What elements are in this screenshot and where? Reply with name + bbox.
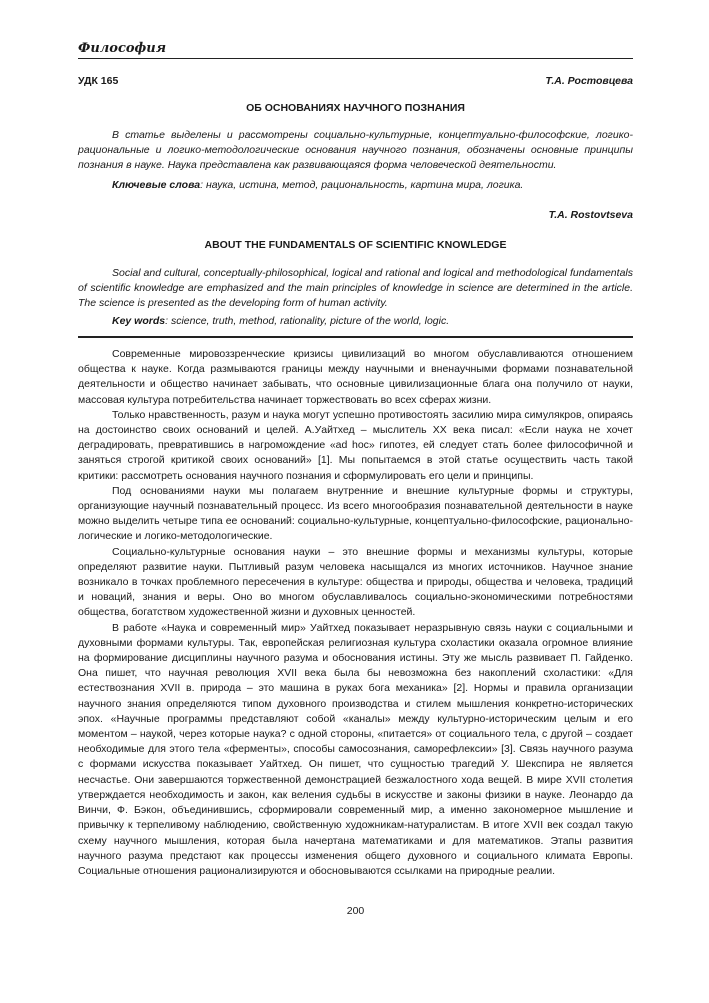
body-paragraph: Социально-культурные основания науки – это внешние формы и механизмы культуры, которые определяют развитие науки. Пытливый разум человека насыщался из многих источников. Научное знание возникало в точках проблемного пересечения в культуре: общества и природы, общества и человека, традиций и новаций, знания и веры. Оно во многом обуславливалось социально-экономическими потребностями общества, богатством художественной жизни и духовных ценностей.	[78, 545, 633, 619]
keywords-en	[78, 314, 633, 329]
keywords-label-ru: Ключевые слова	[112, 179, 201, 191]
header-rule	[78, 58, 633, 59]
keywords-label-en: Key words	[112, 315, 166, 327]
abstract-divider	[78, 336, 633, 338]
keywords-text-en: : science, truth, method, rationality, picture of the world, logic.	[165, 315, 450, 327]
en-meta-row	[78, 209, 633, 223]
abstract-en: Social and cultural, conceptually-philosophical, logical and rational and logical and methodological fundamentals of scientific knowledge are emphasized and the main principles of knowledge in science are determined in the article. The science is presented as the developing form of human activity.	[78, 267, 633, 310]
body-paragraph: Только нравственность, разум и наука могут успешно противостоять засилию мира симулякров, опираясь на достоинство своих оснований и целей. А.Уайтхед – мыслитель XX века писал: «Если наука не хочет деградировать, превратившись в нагромождение «ad hoc» гипотез, ей следует стать более философичной и заняться строгой критикой своих оснований» [1]. Мы попытаемся в этой статье осуществить часть такой критики: рассмотреть основания научного познания и сформулировать его цели и принципы.	[78, 408, 633, 482]
article-title-ru: ОБ ОСНОВАНИЯХ НАУЧНОГО ПОЗНАНИЯ	[246, 102, 465, 114]
abstract-ru: В статье выделены и рассмотрены социально-культурные, концептуально-философские, логико-рациональные и логико-методологические основания научного познания, обозначены основные принципы познания в науке. Наука представлена как развивающаяся форма человеческой деятельности.	[78, 129, 633, 172]
article-title-en: ABOUT THE FUNDAMENTALS OF SCIENTIFIC KNOWLEDGE	[204, 239, 507, 251]
ru-meta-row	[78, 75, 633, 89]
author-en: T.A. Rostovtseva	[548, 209, 633, 221]
page-number: 200	[346, 905, 365, 917]
body-paragraph: Современные мировоззренческие кризисы цивилизаций во многом обуславливаются отношением общества к науке. Когда размываются границы между научными и вненаучными формами познавательной деятельности и общество начинает забывать, что основные цивилизационные блага она получило от науки, массовая культура потребительства начинает торжествовать во всех сферах жизни.	[78, 348, 633, 406]
udk-code: УДК 165	[78, 75, 119, 87]
section-header: Философия	[78, 41, 167, 56]
keywords-ru	[78, 178, 633, 193]
author-ru: Т.А. Ростовцева	[545, 75, 633, 87]
body-paragraph: Под основаниями науки мы полагаем внутренние и внешние культурные формы и структуры, организующие научный познавательный процесс. Из всего многообразия познавательной деятельности в науке можно выделить четыре типа ее оснований: социально-культурные, концептуально-философские, рационально-логические и логико-методологические.	[78, 484, 633, 543]
body-paragraph: В работе «Наука и современный мир» Уайтхед показывает неразрывную связь науки с социальными и духовными формами культуры. Так, европейская религиозная культура схоластики оказала огромное влияние на формирование дисциплины научного разума и обоснования истины. Эту же мысль развивает П. Гайденко. Она пишет, что научная революция XVII века была бы невозможна без накоплений схоластики: «Для естествознания XVII в. природа – это машина в руках бога механика» [2]. Нормы и правила организации научного знания определяются типом духовного производства и стилем мышления конкретно-исторических эпох. «Научные программы представляют собой «каналы» между культурно-историческим целым и его моментом – наукой, через которые наука? с одной стороны, «питается» от социального тела, с другой – создает необходимые для этого тела «ферменты», способы самосознания, саморефлексии» [3]. Связь научного разума с формами искусства показывает Уайтхед. Он пишет, что сущностью трагедий У. Шекспира не является несчастье. Они завершаются торжественной демонстрацией безжалостного хода вещей. В мире XVII столетия утверждается необходимость и закон, как веления судьбы в искусстве и законы физики в науке. Леонардо да Винчи, Ф. Бэкон, объединившись, сформировали современный мир, а именно закономерное мышление и привычку к терпеливому наблюдению, свойственную художникам-натуралистам. В итоге XVII век создал такую схему научного мышления, которая была начертана математиками и для математиков. Этапы развития научного разума предстают как процессы изменения общего духовного и социального климата Европы. Социальные отношения рационализируются и обосновываются ссылками на природные реалии.	[78, 621, 633, 877]
article-body	[78, 347, 633, 879]
keywords-text-ru: : наука, истина, метод, рациональность, картина мира, логика.	[200, 179, 524, 191]
